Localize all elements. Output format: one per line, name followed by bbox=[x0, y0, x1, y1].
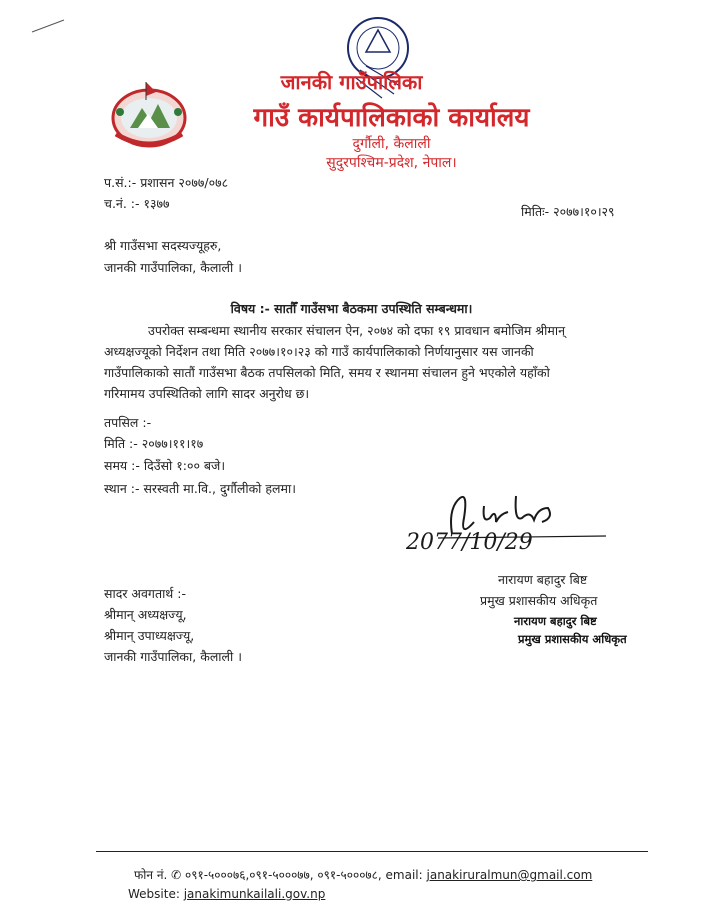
tapasil-heading: तपसिल :- bbox=[104, 415, 152, 430]
cc-item: श्रीमान् अध्यक्षज्यू, bbox=[104, 607, 187, 622]
cc-item: जानकी गाउँपालिका, कैलाली । bbox=[104, 649, 242, 664]
signatory-name: नारायण बहादुर बिष्ट bbox=[498, 572, 588, 587]
footer-divider bbox=[96, 851, 648, 852]
stamp-title: प्रमुख प्रशासकीय अधिकृत bbox=[518, 632, 627, 646]
website-link[interactable]: janakimunkailali.gov.np bbox=[183, 887, 326, 901]
scan-mark bbox=[30, 18, 66, 34]
footer-contact bbox=[134, 866, 592, 883]
body-line: उपरोक्त सम्बन्धमा स्थानीय सरकार संचालन ऐन, २०७४ को दफा १९ प्रावधान बमोजिम श्रीमान् bbox=[148, 323, 566, 338]
cc-item: श्रीमान् उपाध्यक्षज्यू, bbox=[104, 628, 195, 643]
signature-mark bbox=[430, 478, 610, 578]
body-paragraph bbox=[104, 320, 638, 404]
letter-reference-number: प.सं.:- प्रशासन २०७७/०७८ bbox=[104, 175, 229, 190]
tapasil-time: समय :- दिउँसो १:०० बजे। bbox=[104, 458, 226, 473]
subject-line: विषय :- सातौँ गाउँसभा बैठकमा उपस्थिति सम्बन्धमा। bbox=[230, 301, 473, 316]
dispatch-number: च.नं. :- १३७७ bbox=[104, 196, 170, 211]
website-label: Website: bbox=[128, 887, 180, 901]
province-line: सुदुरपश्चिम-प्रदेश, नेपाल। bbox=[326, 155, 457, 171]
stamp-name: नारायण बहादुर बिष्ट bbox=[514, 614, 597, 628]
recipient-line-2: जानकी गाउँपालिका, कैलाली । bbox=[104, 260, 242, 275]
district-line: दुर्गौली, कैलाली bbox=[352, 136, 431, 152]
tapasil-place: स्थान :- सरस्वती मा.वि., दुर्गौलीको हलमा। bbox=[104, 481, 296, 496]
signatory-title: प्रमुख प्रशासकीय अधिकृत bbox=[480, 593, 598, 608]
phone-numbers: फोन नं. ✆ ०९१-५०००७६,०९१-५०००७७, ०९१-५०००७८, email: bbox=[134, 868, 423, 882]
handwritten-date: 2077/10/29 bbox=[406, 530, 533, 555]
footer-website bbox=[128, 887, 325, 901]
recipient-line-1: श्री गाउँसभा सदस्यज्यूहरु, bbox=[104, 238, 222, 253]
letter-date: मितिः- २०७७।१०।२९ bbox=[521, 204, 615, 219]
cc-heading: सादर अवगतार्थ :- bbox=[104, 586, 186, 601]
body-line: गरिमामय उपस्थितिको लागि सादर अनुरोध छ। bbox=[104, 386, 310, 401]
body-line: गाउँपालिकाको सातौं गाउँसभा बैठक तपसिलको मिति, समय र स्थानमा संचालन हुने भएकोले यहाँको bbox=[104, 365, 550, 380]
office-name: गाउँ कार्यपालिकाको कार्यालय bbox=[253, 103, 530, 133]
tapasil-date: मिति :- २०७७।११।१७ bbox=[104, 436, 204, 451]
municipality-name: जानकी गाउँपालिका bbox=[280, 70, 423, 94]
body-line: अध्यक्षज्यूको निर्देशन तथा मिति २०७७।१०।२३ को गाउँ कार्यपालिकाको निर्णयानुसार यस जानकी bbox=[104, 344, 534, 359]
email-link[interactable]: janakiruralmun@gmail.com bbox=[426, 868, 593, 882]
